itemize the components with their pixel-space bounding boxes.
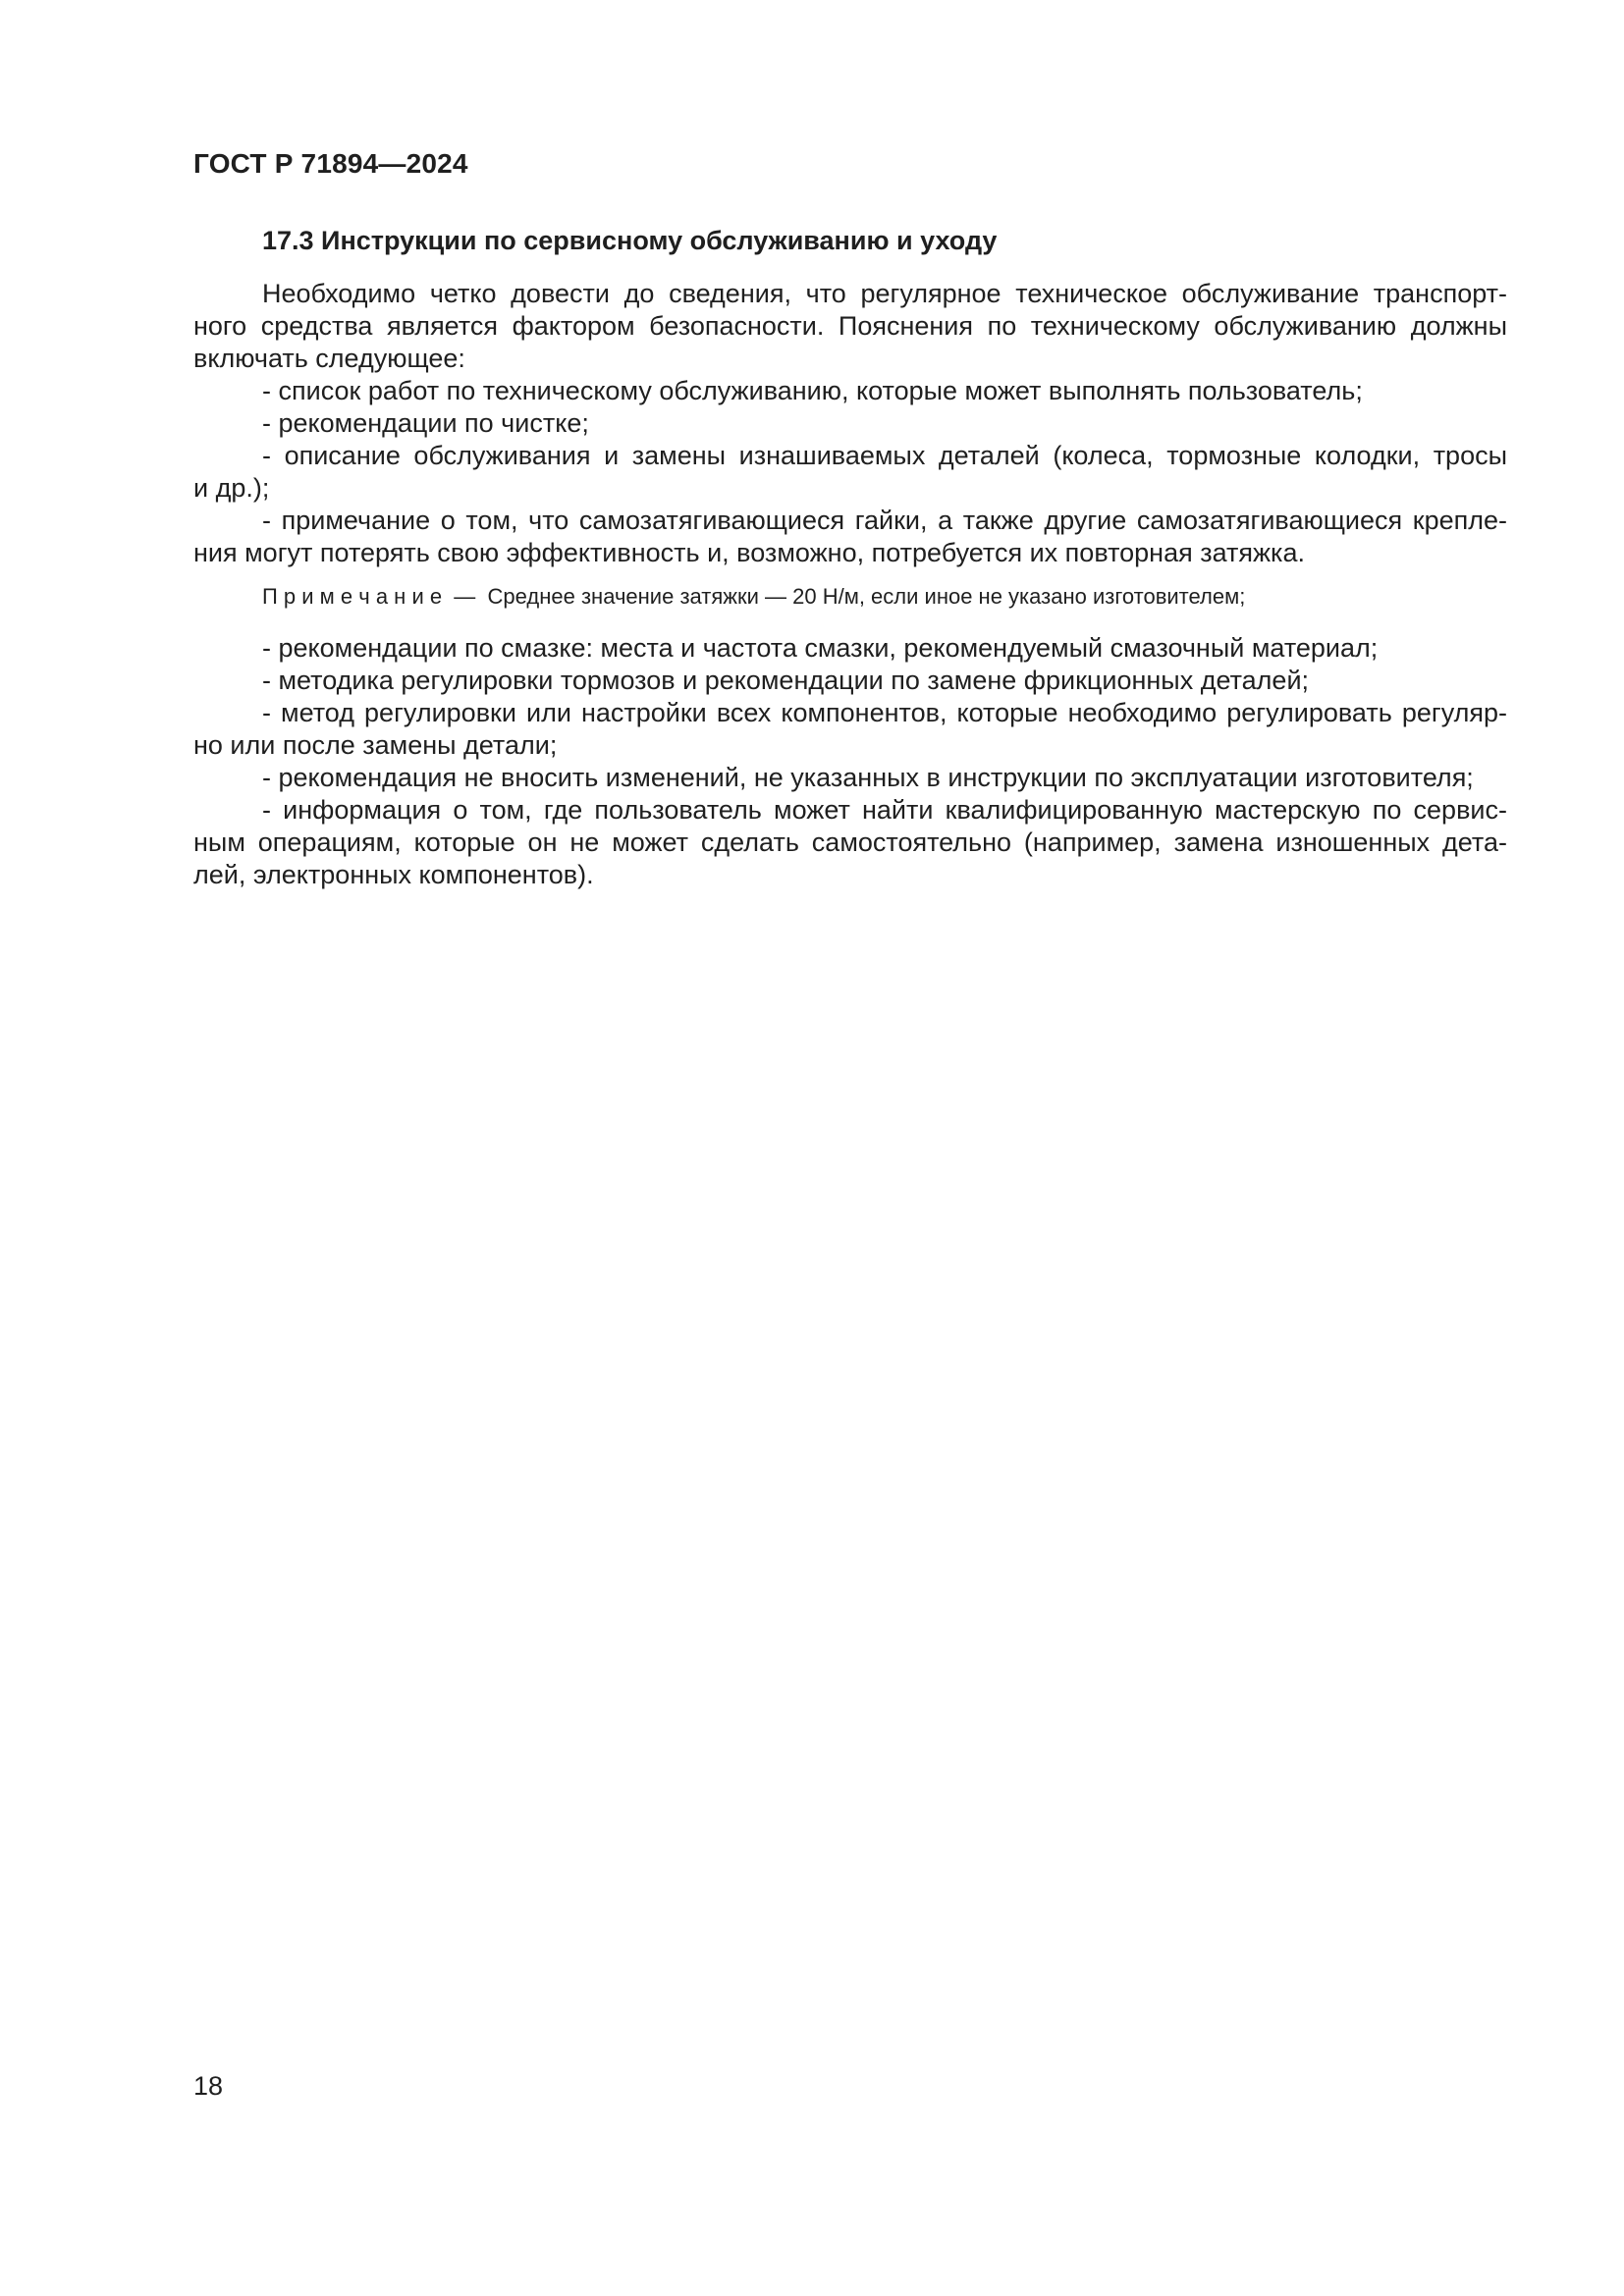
list-item: - список работ по техническому обслуживанию, которые может выполнять пользователь; [262, 376, 1363, 405]
list-item: - рекомендации по чистке; [262, 408, 589, 438]
text-line: и др.); [193, 473, 270, 503]
list-item: - примечание о том, что самозатягивающиеся гайки, а также другие самозатягивающиеся крепле- [262, 506, 1507, 535]
text-line: ния могут потерять свою эффективность и, возможно, потребуется их повторная затяжка. [193, 538, 1305, 567]
list-item: - метод регулировки или настройки всех компонентов, которые необходимо регулировать регуляр- [262, 698, 1507, 727]
list-item: - рекомендация не вносить изменений, не указанных в инструкции по эксплуатации изготовителя; [262, 763, 1474, 792]
text-line: лей, электронных компонентов). [193, 860, 594, 889]
note-line: П р и м е ч а н и е — Среднее значение затяжки — 20 Н/м, если иное не указано изготовителем; [262, 584, 1246, 609]
list-item: - описание обслуживания и замены изнашиваемых деталей (колеса, тормозные колодки, тросы [262, 441, 1507, 470]
list-item: - информация о том, где пользователь может найти квалифицированную мастерскую по сервис- [262, 795, 1507, 825]
list-item: - методика регулировки тормозов и рекомендации по замене фрикционных деталей; [262, 666, 1310, 695]
text-line: ного средства является фактором безопасности. Пояснения по техническому обслуживанию должны [193, 311, 1507, 341]
running-header: ГОСТ Р 71894—2024 [193, 148, 468, 179]
section-heading: 17.3 Инструкции по сервисному обслуживанию и уходу [262, 226, 998, 255]
text-line: ным операциям, которые он не может сделать самостоятельно (например, замена изношенных дета- [193, 828, 1507, 857]
text-line: включать следующее: [193, 344, 465, 373]
page-number: 18 [193, 2071, 224, 2101]
body-text [193, 278, 1507, 891]
text-line: Необходимо четко довести до сведения, что регулярное техническое обслуживание транспорт- [262, 279, 1507, 308]
list-item: - рекомендации по смазке: места и частота смазки, рекомендуемый смазочный материал; [262, 633, 1379, 663]
text-line: но или после замены детали; [193, 730, 558, 760]
